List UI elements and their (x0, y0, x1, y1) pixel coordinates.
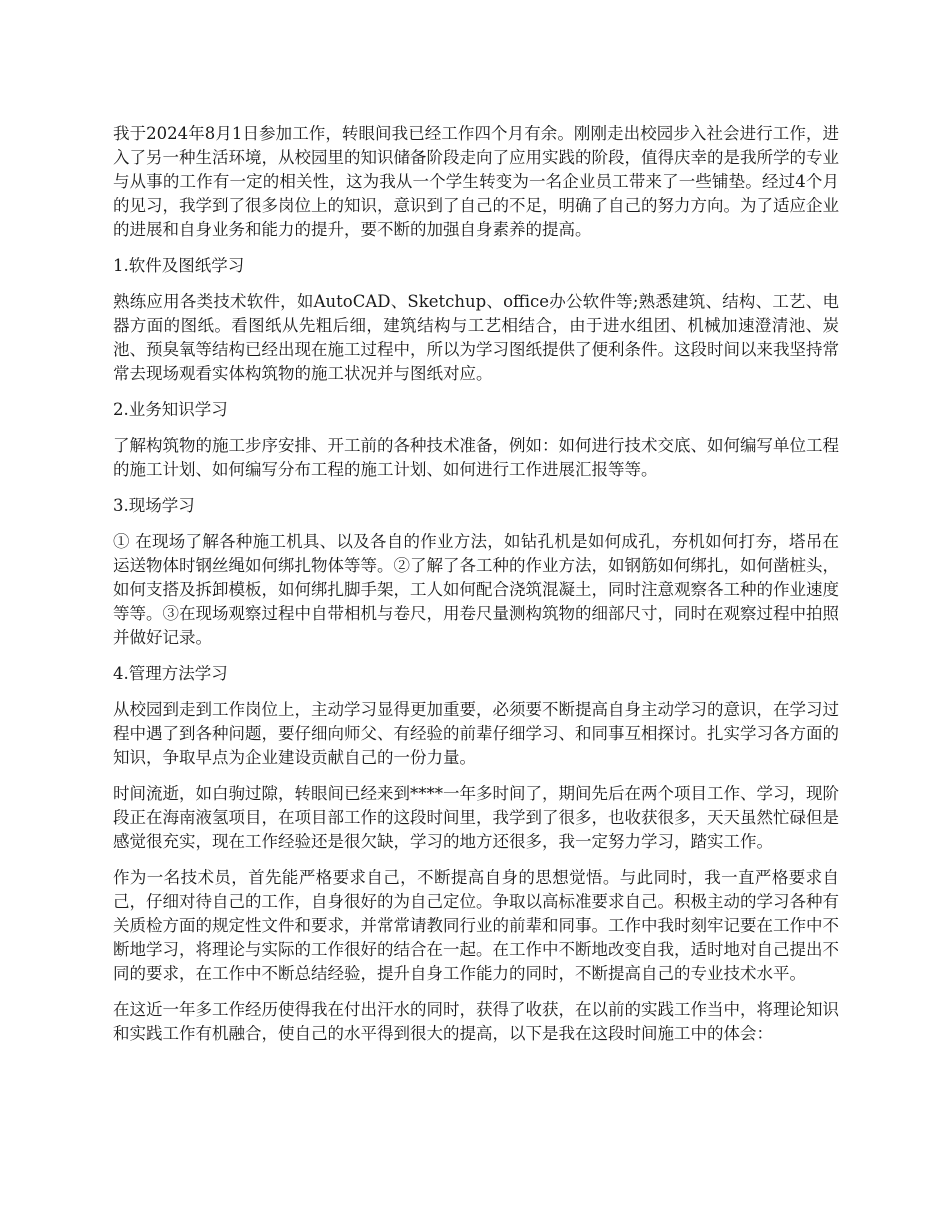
section-heading-business: 2.业务知识学习 (113, 400, 228, 419)
business-paragraph: 了解构筑物的施工步序安排、开工前的各种技术准备，例如：如何进行技术交底、如何编写单位工程的施工计划、如何编写分布工程的施工计划、如何进行工作进展汇报等等。 (113, 436, 839, 479)
closing-paragraph: 在这近一年多工作经历使得我在付出汗水的同时，获得了收获，在以前的实践工作当中，将理论知识和实践工作有机融合，使自己的水平得到很大的提高，以下是我在这段时间施工中的体会： (113, 1000, 839, 1043)
section-heading-software: 1.软件及图纸学习 (113, 256, 245, 275)
section-heading-management: 4.管理方法学习 (113, 664, 228, 683)
reflection-paragraph: 时间流逝，如白驹过隙，转眼间已经来到****一年多时间了，期间先后在两个项目工作、学习，现阶段正在海南液氢项目，在项目部工作的这段时间里，我学到了很多，也收获很多，天天虽然忙碌但是感觉很充实，现在工作经验还是很欠缺，学习的地方还很多，我一定努力学习，踏实工作。 (113, 784, 839, 851)
software-paragraph: 熟练应用各类技术软件，如AutoCAD、Sketchup、office办公软件等;熟悉建筑、结构、工艺、电器方面的图纸。看图纸从先粗后细，建筑结构与工艺相结合，由于进水组团、机械加速澄清池、炭池、预臭氧等结构已经出现在施工过程中，所以为学习图纸提供了便利条件。这段时间以来我坚持常常去现场观看实体构筑物的施工状况并与图纸对应。 (113, 292, 839, 383)
document-body (113, 122, 839, 1058)
management-paragraph: 从校园到走到工作岗位上，主动学习显得更加重要，必须要不断提高自身主动学习的意识，在学习过程中遇了到各种问题，要仔细向师父、有经验的前辈仔细学习、和同事互相探讨。扎实学习各方面的知识，争取早点为企业建设贡献自己的一份力量。 (113, 700, 839, 767)
site-paragraph: ① 在现场了解各种施工机具、以及各自的作业方法，如钻孔机是如何成孔，夯机如何打夯，塔吊在运送物体时钢丝绳如何绑扎物体等等。②了解了各工种的作业方法，如钢筋如何绑扎，如何凿桩头，如何支搭及拆卸模板，如何绑扎脚手架，工人如何配合浇筑混凝土，同时注意观察各工种的作业速度等等。③在现场观察过程中自带相机与卷尺，用卷尺量测构筑物的细部尺寸，同时在观察过程中拍照并做好记录。 (113, 532, 839, 647)
technician-paragraph: 作为一名技术员，首先能严格要求自己，不断提高自身的思想觉悟。与此同时，我一直严格要求自己，仔细对待自己的工作，自身很好的为自己定位。争取以高标准要求自己。积极主动的学习各种有关质检方面的规定性文件和要求，并常常请教同行业的前辈和同事。工作中我时刻牢记要在工作中不断地学习，将理论与实际的工作很好的结合在一起。在工作中不断地改变自我，适时地对自己提出不同的要求，在工作中不断总结经验，提升自身工作能力的同时，不断提高自己的专业技术水平。 (113, 868, 839, 983)
section-heading-site: 3.现场学习 (113, 496, 195, 515)
intro-paragraph: 我于2024年8月1日参加工作，转眼间我已经工作四个月有余。刚刚走出校园步入社会进行工作，进入了另一种生活环境，从校园里的知识储备阶段走向了应用实践的阶段，值得庆幸的是我所学的专业与从事的工作有一定的相关性，这为我从一个学生转变为一名企业员工带来了一些铺垫。经过4个月的见习，我学到了很多岗位上的知识，意识到了自己的不足，明确了自己的努力方向。为了适应企业的进展和自身业务和能力的提升，要不断的加强自身素养的提高。 (113, 124, 839, 239)
